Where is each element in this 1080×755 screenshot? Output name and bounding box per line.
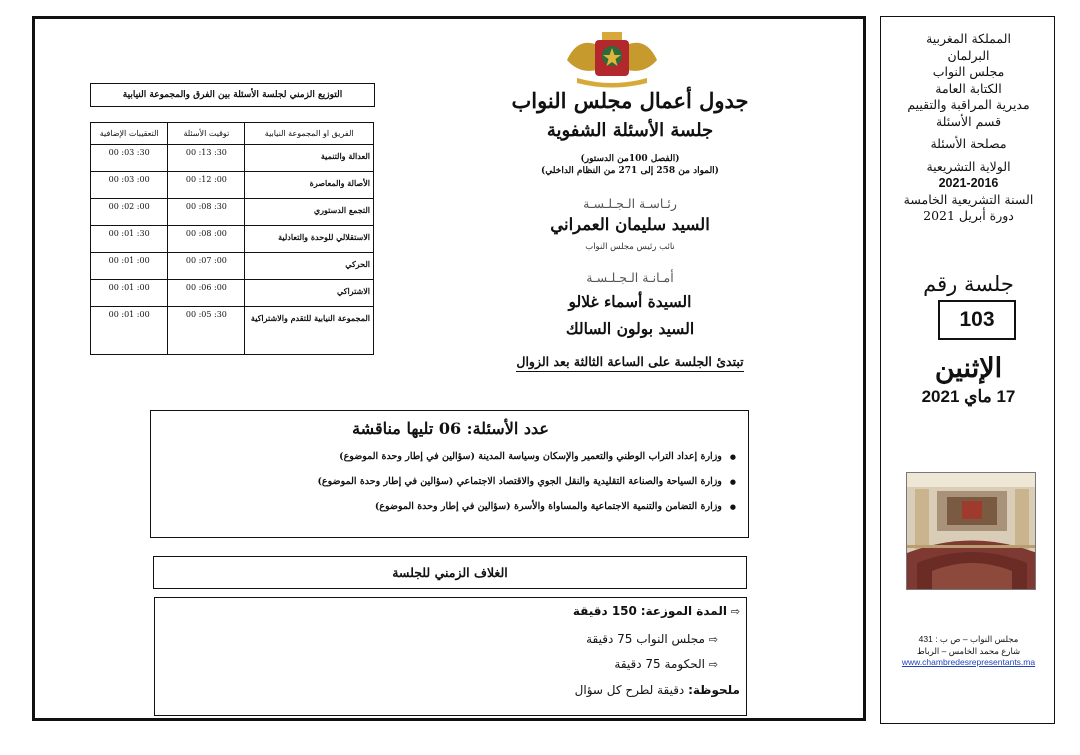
table-row [91, 145, 374, 172]
session-date: 17 ماي 2021 [921, 387, 1016, 406]
questions-count-title: عدد الأسئلة: 06 تليها مناقشة [352, 419, 549, 438]
presidency-role: نائب رئيس مجلس النواب [585, 242, 675, 252]
arrow-right-icon: ⇨ [730, 605, 740, 618]
table-row [91, 253, 374, 280]
comments-time: 00 :01 :00 [91, 307, 168, 355]
table-row [91, 280, 374, 307]
header-line: مصلحة الأسئلة [930, 136, 1007, 151]
table-row [91, 307, 374, 355]
duration-total-label: المدة الموزعة: [640, 604, 727, 618]
group-name: الاستقلالي للوحدة والتعادلية [245, 226, 374, 253]
comments-time: 00 :01 :00 [91, 280, 168, 307]
header-line: قسم الأسئلة [935, 113, 1002, 129]
questions-time: 00 :08 :30 [168, 199, 245, 226]
header-line: السنة التشريعية الخامسة [903, 191, 1034, 207]
presidency-name: السيد سليمان العمراني [550, 215, 710, 234]
group-name: المجموعة النيابية للتقدم والاشتراكية [245, 307, 374, 355]
session-number: 103 [938, 300, 1016, 340]
address-line: مجلس النواب – ص ب : 431 [918, 634, 1019, 644]
page-title: جدول أعمال مجلس النواب [511, 88, 749, 113]
questions-time: 00 :12 :00 [168, 172, 245, 199]
session-day: الإثنين [934, 353, 1003, 384]
royal-emblem-icon [557, 30, 667, 90]
address-line: شارع محمد الخامس – الرباط [916, 645, 1021, 656]
group-name: الحركي [245, 253, 374, 280]
session-label: جلسة رقم [923, 272, 1014, 296]
comments-time: 00 :03 :30 [91, 145, 168, 172]
comments-time: 00 :03 :00 [91, 172, 168, 199]
legal-ref-rules: (المواد من 258 إلى 271 من النظام الداخلي) [541, 166, 719, 176]
note-text: دقيقة لطرح كل سؤال [574, 683, 685, 697]
comments-time: 00 :01 :30 [91, 226, 168, 253]
arrow-right-icon: ⇨ [708, 658, 718, 671]
column-header: توقيت الأسئلة [168, 123, 245, 145]
timeline-title: الغلاف الزمني للجلسة [153, 556, 747, 589]
comments-time: 00 :02 :00 [91, 199, 168, 226]
group-name: الأصالة والمعاصرة [245, 172, 374, 199]
secretariat-label: أمـانـة الـجـلـسـة [586, 270, 674, 285]
questions-box [150, 410, 749, 538]
note-label: ملحوظة: [688, 683, 740, 697]
duration-box [154, 597, 747, 716]
group-name: التجمع الدستوري [245, 199, 374, 226]
header-line: الولاية التشريعية [926, 158, 1011, 174]
header-line: 2021-2016 [938, 176, 999, 190]
duration-government-text: الحكومة 75 دقيقة [614, 657, 705, 671]
list-item: ● وزارة السياحة والصناعة التقليدية والنقل الجوي والاقتصاد الاجتماعي (سؤالين في إطار وحدة الموضوع) [171, 476, 736, 501]
header-line: الكتابة العامة [935, 80, 1002, 96]
website-link[interactable]: www.chambredesrepresentants.ma [901, 657, 1036, 667]
secretary-name: السيدة أسماء غلالو [568, 292, 692, 311]
duration-total-value: 150 دقيقة [572, 604, 637, 618]
page-subtitle: جلسة الأسئلة الشفوية [546, 120, 714, 141]
group-name: العدالة والتنمية [245, 145, 374, 172]
questions-time: 00 :06 :00 [168, 280, 245, 307]
distribution-table [90, 122, 374, 355]
presidency-label: رئـاسـة الـجـلـسـة [583, 196, 677, 211]
duration-parliament-text: مجلس النواب 75 دقيقة [586, 632, 705, 646]
legal-references [470, 153, 790, 177]
header-line: المملكة المغربية [926, 31, 1011, 46]
list-item: ● وزارة التضامن والتنمية الاجتماعية والمساواة والأسرة (سؤالين في إطار وحدة الموضوع) [171, 501, 736, 526]
column-header: الفريق او المجموعة النيابية [245, 123, 374, 145]
start-time [470, 354, 790, 369]
duration-government [165, 657, 718, 671]
column-header: التعقيبات الإضافية [91, 123, 168, 145]
questions-time: 00 :08 :00 [168, 226, 245, 253]
table-row [91, 226, 374, 253]
questions-time: 00 :07 :00 [168, 253, 245, 280]
legal-ref-constitution: (الفصل 100من الدستور) [580, 154, 680, 164]
table-row [91, 172, 374, 199]
questions-time: 00 :13 :30 [168, 145, 245, 172]
parliament-hall-photo [906, 472, 1036, 590]
secretary-name: السيد بولون السالك [565, 319, 695, 338]
side-panel [880, 16, 1055, 724]
institution-header [881, 31, 1056, 225]
arrow-right-icon: ⇨ [708, 633, 718, 646]
start-time-text: تبتدئ الجلسة على الساعة الثالثة بعد الزوال [516, 354, 743, 372]
address-block [881, 634, 1056, 669]
table-header-row [91, 123, 374, 145]
header-line: مجلس النواب [932, 64, 1005, 79]
header-line: مديرية المراقبة والتقييم [907, 97, 1030, 112]
list-item: ● وزارة إعداد التراب الوطني والتعمير والإسكان وسياسة المدينة (سؤالين في إطار وحدة الموضوع) [171, 451, 736, 476]
group-name: الاشتراكي [245, 280, 374, 307]
distribution-title: التوزيع الزمني لجلسة الأسئلة بين الفرق والمجموعة النيابية [90, 83, 375, 107]
header-line: البرلمان [947, 47, 990, 63]
duration-note [165, 683, 740, 697]
table-row [91, 199, 374, 226]
duration-parliament [165, 632, 718, 646]
duration-total [165, 604, 740, 618]
questions-time: 00 :05 :30 [168, 307, 245, 355]
comments-time: 00 :01 :00 [91, 253, 168, 280]
ministries-list [171, 451, 736, 526]
header-line: دورة أبريل 2021 [923, 208, 1014, 223]
